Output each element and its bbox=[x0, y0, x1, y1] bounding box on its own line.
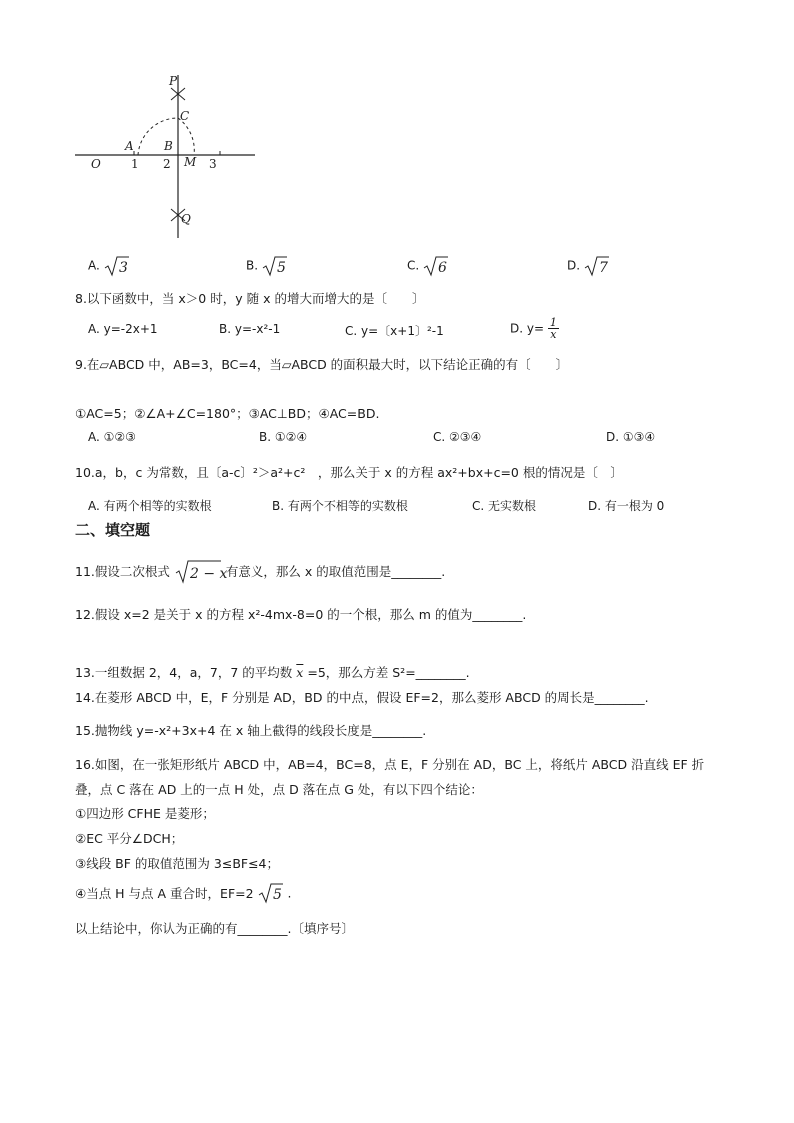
label-p: P bbox=[169, 74, 178, 88]
q8-option-a[interactable]: A. y=-2x+1 bbox=[88, 322, 158, 336]
q16-conclusion-4: ④当点 H 与点 A 重合时，EF=2 5 . bbox=[75, 882, 292, 904]
radical-icon bbox=[423, 255, 449, 277]
q9-option-d[interactable]: D. ①③④ bbox=[606, 430, 656, 444]
q12: 12.假设 x=2 是关于 x 的方程 x²-4mx-8=0 的一个根，那么 m 的值为________. bbox=[75, 607, 527, 622]
q9-option-c[interactable]: C. ②③④ bbox=[433, 430, 482, 444]
q9-stem: 9.在▱ABCD 中，AB=3，BC=4，当▱ABCD 的面积最大时，以下结论正确的有〔 〕 bbox=[75, 357, 569, 372]
q8-option-b[interactable]: B. y=-x²-1 bbox=[219, 322, 281, 336]
svg-text:7: 7 bbox=[598, 260, 608, 276]
q10-option-a[interactable]: A. 有两个相等的实数根 bbox=[88, 499, 212, 513]
section-title: 二、填空题 bbox=[75, 521, 151, 539]
q10-stem: 10.a，b，c 为常数，且〔a-c〕²＞a²+c² ，那么关于 x 的方程 ax²+bx+c=0 根的情况是〔 〕 bbox=[75, 465, 623, 480]
q9-conclusions: ①AC=5；②∠A+∠C=180°；③AC⊥BD；④AC=BD. bbox=[75, 406, 380, 421]
q15: 15.抛物线 y=-x²+3x+4 在 x 轴上截得的线段长度是________. bbox=[75, 723, 427, 738]
q10-option-b[interactable]: B. 有两个不相等的实数根 bbox=[272, 499, 408, 513]
label-c: C bbox=[180, 109, 190, 123]
q16-answer-line: 以上结论中，你认为正确的有________.〔填序号〕 bbox=[75, 921, 354, 936]
q9-option-a[interactable]: A. ①②③ bbox=[88, 430, 136, 444]
svg-text:3: 3 bbox=[118, 260, 128, 276]
svg-text:6: 6 bbox=[438, 260, 447, 276]
q7-option-c[interactable]: C. 6 bbox=[407, 255, 449, 277]
label-q: Q bbox=[181, 212, 191, 226]
q8-option-c[interactable]: C. y=〔x+1〕²-1 bbox=[345, 324, 444, 338]
radical-icon bbox=[258, 882, 284, 904]
q8-stem: 8.以下函数中，当 x＞0 时，y 随 x 的增大而增大的是〔 〕 bbox=[75, 291, 425, 306]
radical-icon bbox=[174, 558, 228, 584]
radical-icon bbox=[262, 255, 288, 277]
label-b: B bbox=[164, 139, 173, 153]
fraction-1-over-x: $\frac{1}{x}$ bbox=[549, 316, 557, 341]
label-m: M bbox=[184, 155, 197, 169]
q7-option-a[interactable]: A. 3 bbox=[88, 255, 130, 277]
q14: 14.在菱形 ABCD 中，E，F 分别是 AD，BD 的中点，假设 EF=2，那么菱形 ABCD 的周长是________. bbox=[75, 690, 649, 705]
q10-option-d[interactable]: D. 有一根为 0 bbox=[588, 499, 665, 513]
q16-conclusion-2: ②EC 平分∠DCH； bbox=[75, 831, 184, 846]
radical-icon bbox=[104, 255, 130, 277]
q8-option-d[interactable]: D. y= $\frac{1}{x}$ bbox=[510, 316, 557, 341]
svg-text:2 − x: 2 − x bbox=[189, 566, 228, 582]
q11: 11.假设二次根式 2 − x 有意义，那么 x 的取值范围是________. bbox=[75, 558, 445, 584]
q16-conclusion-3: ③线段 BF 的取值范围为 3≤BF≤4； bbox=[75, 856, 280, 871]
q13: 13.一组数据 2，4，a，7，7 的平均数 $\overline{x} =5$，那么方差 S²=________. bbox=[75, 665, 470, 680]
q7-option-b[interactable]: B. 5 bbox=[246, 255, 288, 277]
label-a: A bbox=[125, 139, 134, 153]
q16-line2: 叠，点 C 落在 AD 上的一点 H 处，点 D 落在点 G 处，有以下四个结论： bbox=[75, 782, 483, 797]
svg-text:5: 5 bbox=[276, 260, 286, 276]
number-line-figure bbox=[70, 70, 270, 245]
label-1: 1 bbox=[131, 157, 139, 171]
q10-option-c[interactable]: C. 无实数根 bbox=[472, 499, 537, 513]
q7-option-d[interactable]: D. 7 bbox=[567, 255, 610, 277]
svg-text:5: 5 bbox=[272, 887, 282, 903]
label-3: 3 bbox=[209, 157, 217, 171]
arc-dashed-right bbox=[178, 118, 194, 155]
q16-line1: 16.如图，在一张矩形纸片 ABCD 中，AB=4，BC=8，点 E，F 分别在 AD，BC 上，将纸片 ABCD 沿直线 EF 折 bbox=[75, 757, 705, 772]
label-o: O bbox=[91, 157, 101, 171]
x-bar: $\overline{x}$ bbox=[296, 665, 304, 680]
q9-option-b[interactable]: B. ①②④ bbox=[259, 430, 308, 444]
label-2: 2 bbox=[163, 157, 171, 171]
q16-conclusion-1: ①四边形 CFHE 是菱形； bbox=[75, 806, 215, 821]
radical-icon bbox=[584, 255, 610, 277]
